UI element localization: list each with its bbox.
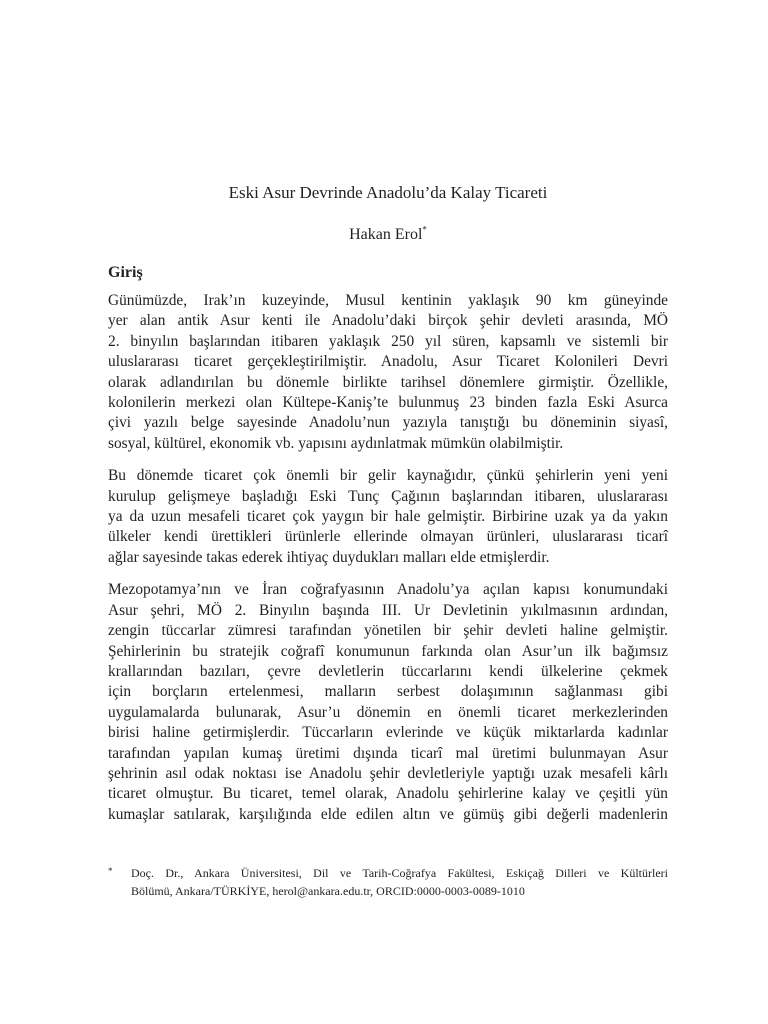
paragraph-line: kumaşlar satılarak, karşılığında elde edilen altın ve gümüş gibi değerli madenlerin	[108, 805, 668, 823]
paragraph-line: çivi yazılı belge sayesinde Anadolu’nun yazıyla tanıştığı bu döneminin siyasî,	[108, 414, 668, 432]
footnote-text	[131, 864, 668, 900]
article-title: Eski Asur Devrinde Anadolu’da Kalay Ticareti	[228, 183, 548, 202]
paragraph-line: Şehirlerinin bu stratejik coğrafî konumunun farkında olan Asur’un ilk bağımsız	[108, 642, 668, 660]
paragraph-line: uygulamalarda bulunarak, Asur’u dönemin en önemli ticaret merkezlerinden	[108, 703, 668, 721]
document-page	[108, 0, 668, 1024]
paragraph-line: kolonilerin merkezi olan Kültepe-Kaniş’te bulunmuş 23 binden fazla Eski Asurca	[108, 394, 668, 412]
footnote-line: Bölümü, Ankara/TÜRKİYE, herol@ankara.edu.tr, ORCID:0000-0003-0089-1010	[131, 884, 525, 898]
article-author	[108, 224, 668, 246]
paragraph-line: krallarından bazıları, çevre devletlerin tüccarlarını kendi ülkelerine çekmek	[108, 662, 668, 680]
paragraph-line: ya da uzun mesafeli ticaret çok yaygın bir hale gelmiştir. Birbirine uzak ya da yakın	[108, 508, 668, 526]
paragraph-line: Asur şehri, MÖ 2. Binyılın başında III. Ur Devletinin yıkılmasının ardından,	[108, 601, 668, 619]
body-text	[108, 291, 668, 837]
paragraph-line: 2. binyılın başlarından itibaren yaklaşık 250 yıl süren, kapsamlı ve sistemli bir	[108, 332, 668, 350]
author-name: Hakan Erol	[349, 226, 423, 243]
footnote-mark: *	[108, 866, 113, 876]
paragraph-line: ülkeler kendi ürettikleri ürünlerle ellerinde olmayan ürünleri, uluslararası ticarî	[108, 528, 668, 546]
paragraph-line: Mezopotamya’nın ve İran coğrafyasının Anadolu’ya açılan kapısı konumundaki	[108, 581, 668, 599]
paragraph-line: Günümüzde, Irak’ın kuzeyinde, Musul kentinin yaklaşık 90 km güneyinde	[108, 292, 668, 309]
paragraph-line: uluslararası ticaret gerçekleştirilmiştir. Anadolu, Asur Ticaret Kolonileri Devri	[108, 353, 668, 371]
paragraph-line: için borçların ertelenmesi, malların serbest dolaşımının sağlanması gibi	[108, 683, 668, 701]
footnote-line: Doç. Dr., Ankara Üniversitesi, Dil ve Tarih-Coğrafya Fakültesi, Eskiçağ Dilleri ve Kültürleri	[131, 866, 668, 880]
paragraph	[108, 466, 668, 568]
paragraph	[108, 291, 668, 454]
paragraph-line: olarak adlandırılan bu dönemle birlikte tarihsel dönemlere girmiştir. Özellikle,	[108, 373, 668, 391]
paragraph-line: şehrinin asıl odak noktası ise Anadolu şehir devletleriyle yaptığı uzak mesafeli kârlı	[108, 764, 668, 782]
paragraph-line: yer alan antik Asur kenti ile Anadolu’daki birçok şehir devleti arasında, MÖ	[108, 312, 668, 330]
paragraph-line: ağlar sayesinde takas ederek ihtiyaç duydukları malları elde etmişlerdir.	[108, 548, 550, 566]
paragraph-line: tarafından yapılan kumaş üretimi dışında ticarî mal üretimi bulunmayan Asur	[108, 744, 668, 762]
paragraph	[108, 580, 668, 825]
paragraph-line: ticaret olmuştur. Bu ticaret, temel olarak, Anadolu şehirlerine kalay ve çeşitli yün	[108, 785, 668, 803]
paragraph-line: birisi haline getirmişlerdir. Tüccarların evlerinde ve küçük miktarlarda kadınlar	[108, 724, 668, 742]
paragraph-line: kurulup gelişmeye başladığı Eski Tunç Çağının başlarından itibaren, uluslararası	[108, 487, 668, 505]
paragraph-line: zengin tüccarlar zümresi tarafından yönetilen bir şehir devleti haline gelmiştir.	[108, 622, 668, 640]
author-footnote-mark: *	[422, 224, 427, 235]
paragraph-line: sosyal, kültürel, ekonomik vb. yapısını aydınlatmak mümkün olabilmiştir.	[108, 434, 564, 452]
paragraph-line: Bu dönemde ticaret çok önemli bir gelir kaynağıdır, çünkü şehirlerin yeni yeni	[108, 467, 668, 485]
section-heading: Giriş	[108, 264, 143, 281]
footnote	[108, 864, 668, 900]
